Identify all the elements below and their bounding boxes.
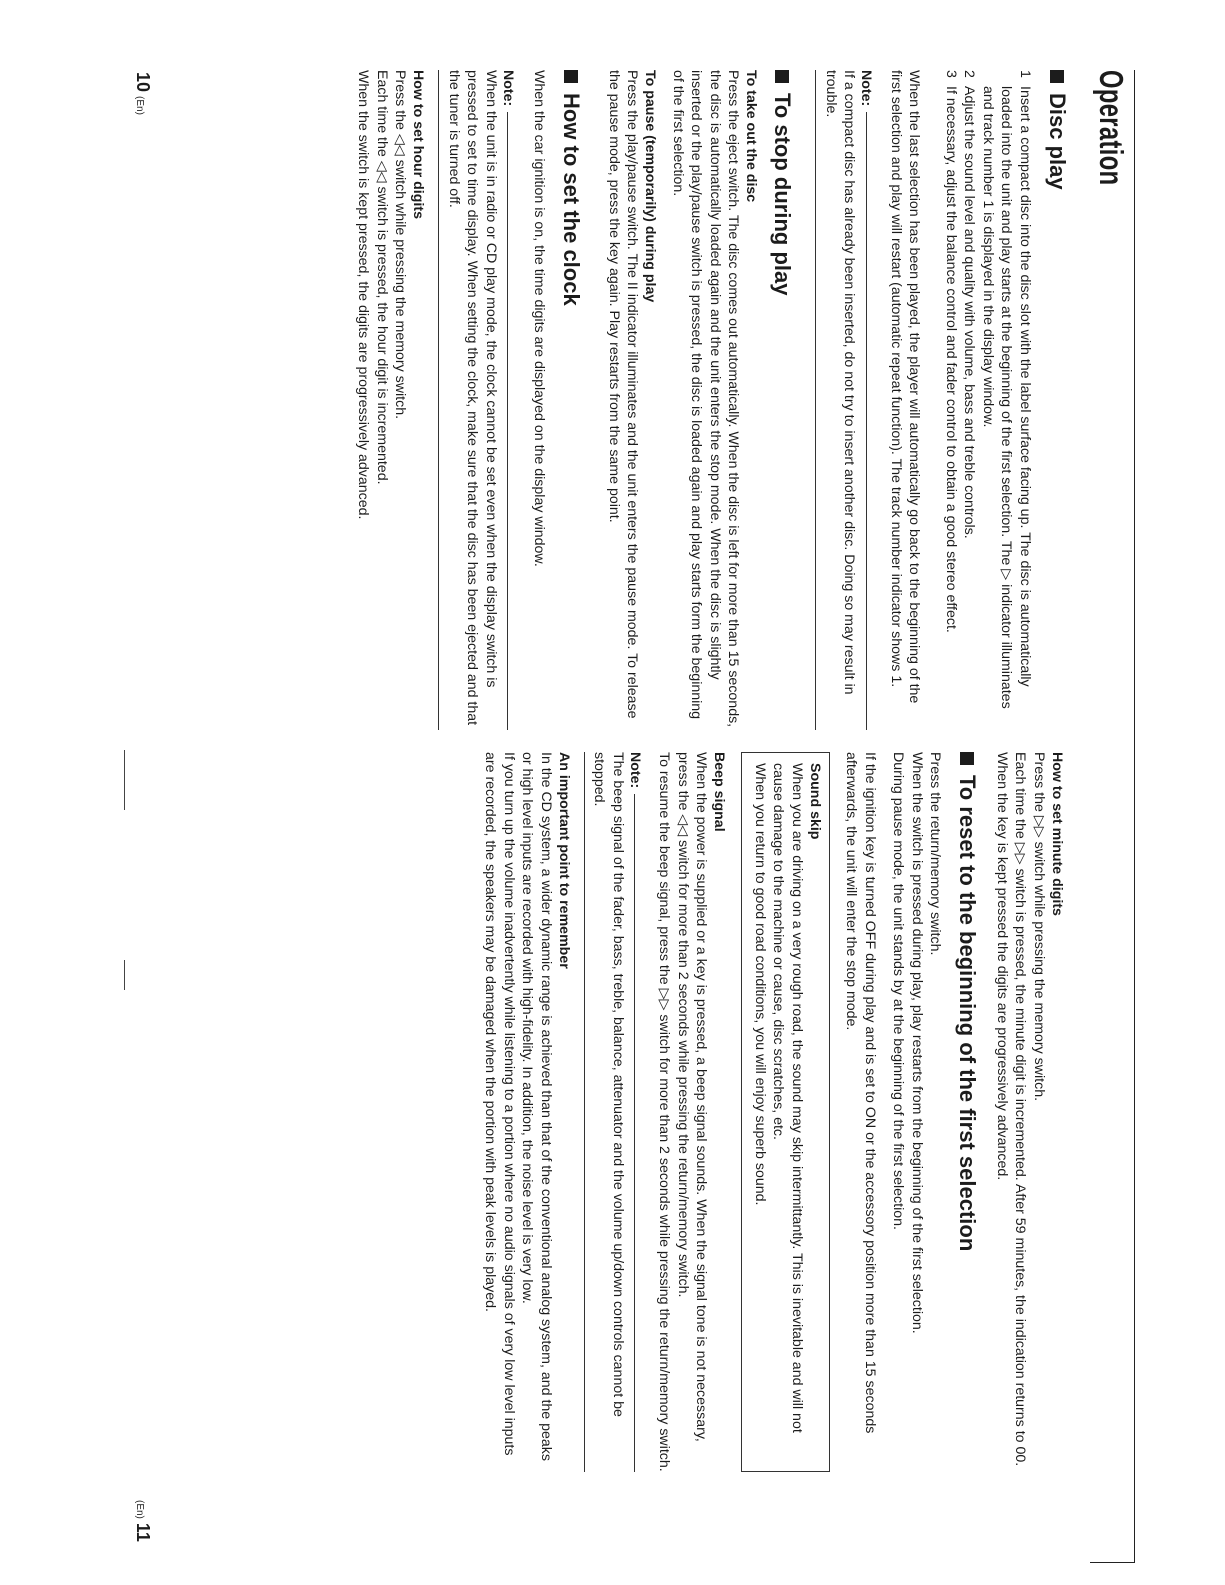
clock-note xyxy=(439,70,517,730)
takeout-subheading: To take out the disc xyxy=(743,70,760,203)
page-number-right: (En)11 xyxy=(133,1500,153,1542)
clock-heading: How to set the clock xyxy=(559,70,585,730)
divider xyxy=(124,960,125,990)
minute-line: Each time the ▷▷ switch is pressed, the minute digit is incremented. After 59 minutes, the indication returns to 00. When the key is kept pressed the digits are progressively advanced. xyxy=(994,752,1029,1467)
square-bullet-icon xyxy=(961,752,975,765)
pause-text: Press the play/pause switch. The II indicator illuminates and the unit enters the pause mode. To release the pause mode, press the key again. Play restarts from the same point. xyxy=(606,70,641,719)
ignition-paragraph: If the ignition key is turned OFF during play and is set to ON or the accessory position more than 15 seconds afterwards, the unit will enter the stop mode. xyxy=(843,752,878,1434)
hour-line: Each time the ◁◁ switch is pressed, the hour digit is incremented. xyxy=(374,70,390,485)
minute-subheading: How to set minute digits xyxy=(1049,752,1065,916)
note-label: Note: xyxy=(627,752,643,789)
note-label: Note: xyxy=(858,70,875,107)
note-text: When the unit is in radio or CD play mode, the clock cannot be set even when the display switch is pressed to set to time display. When setting the clock, make sure that the disc has been ejected and that the tuner is turned off. xyxy=(446,70,499,726)
disc-play-heading: Disc play xyxy=(1044,70,1070,730)
important-text: If you turn up the volume inadvertently while listening to a portion where no audio signals of very low level inputs are recorded, the speakers may be damaged when the portion with peak levels is played. xyxy=(482,752,517,1456)
square-bullet-icon xyxy=(565,70,579,83)
skip-text: When you return to good road conditions, you will enjoy superb sound. xyxy=(752,763,768,1206)
list-item: 2 Adjust the sound level and quality with volume, bass and treble controls. xyxy=(961,70,978,539)
takeout-text: Press the eject switch. The disc comes out automatically. When the disc is left for more than 15 seconds, the disc is automatically loaded again and the unit enters the stop mode. When the disc is slightly inserted or the play/pause switch is pressed, the disc is loaded again and play starts form the beginning of the first selection. xyxy=(670,70,742,728)
beep-text: When the power is supplied or a key is pressed, a beep signal sounds. When the signal tone is not necessary, press the ◁◁ switch for more than 2 seconds while pressing the return/memory switch. xyxy=(675,752,710,1442)
beep-note xyxy=(584,752,643,1472)
note-text: If a compact disc has already been inserted, do not try to insert another disc. Doing so may result in trouble. xyxy=(823,70,858,695)
reset-line: During pause mode, the unit stands by at the beginning of the first selection. xyxy=(890,752,907,1230)
list-item: 1 Insert a compact disc into the disc slot with the label surface facing up. The disc is automatically loaded into the unit and play starts at the beginning of the first selection. The ▷ indicator illuminates and track number 1 is displayed in the display window. xyxy=(980,70,1033,709)
title-frame xyxy=(1090,70,1135,1563)
page-number-left: 10(En) xyxy=(133,72,153,115)
section-minute xyxy=(993,752,1066,1472)
minute-line: Press the ▷▷ switch while pressing the memory switch. xyxy=(1031,752,1047,1102)
disc-play-note xyxy=(816,70,875,730)
page-title: Operation xyxy=(1093,70,1130,186)
note-label: Note: xyxy=(500,70,516,107)
left-page xyxy=(334,70,1070,730)
hour-line: Press the ◁◁ switch while pressing the memory switch. xyxy=(392,70,409,420)
skip-text: When you are driving on a very rough road, the sound may skip intermittantly. This is inevitable and will not cause damage to the machine or cause, disc scratches, etc. xyxy=(770,763,805,1433)
list-item: 3 If necessary, adjust the balance control and fader control to obtain a good stereo effect. xyxy=(943,70,959,633)
skip-subheading: Sound skip xyxy=(807,763,823,840)
stop-play-heading: To stop during play xyxy=(770,70,796,730)
disc-play-steps xyxy=(942,70,1035,730)
square-bullet-icon xyxy=(1050,70,1064,83)
divider xyxy=(124,750,125,810)
beep-subheading: Beep signal xyxy=(711,752,728,832)
repeat-paragraph: When the last selection has been played, the player will automatically go back to the beginning of the first selection and play will restart (automatic repeat function). The track number indicator shows 1. xyxy=(888,70,923,704)
right-page xyxy=(469,752,1065,1472)
note-text: The beep signal of the fader, bass, treble, balance, attenuator and the volume up/down controls cannot be stopped. xyxy=(591,752,626,1417)
reset-line: When the switch is pressed during play, play restarts from the beginning of the first selection. xyxy=(909,752,925,1334)
clock-intro: When the car ignition is on, the time digits are displayed on the display window. xyxy=(531,70,548,567)
square-bullet-icon xyxy=(776,70,790,83)
reset-line: Press the return/memory switch. xyxy=(927,752,944,956)
hour-subheading: How to set hour digits xyxy=(410,70,427,219)
section-clock xyxy=(354,70,585,730)
hour-line: When the switch is kept pressed, the digits are progressively advanced. xyxy=(355,70,372,520)
important-text: In the CD system, a wider dynamic range is achieved than that of the conventional analog system, and the peaks or high level inputs are recorded with high-fidelity. In addition, the noise level is very low. xyxy=(519,752,554,1461)
beep-text: To resume the beep signal, press the ▷▷ switch for more than 2 seconds while pressing the return/memory switch. xyxy=(656,752,673,1472)
important-subheading: An important point to remember xyxy=(556,752,572,969)
reset-heading: To reset to the beginning of the first selection xyxy=(955,752,981,1472)
sound-skip-box xyxy=(742,752,831,1472)
section-beep xyxy=(655,752,728,1472)
section-stop-play xyxy=(605,70,796,730)
section-important xyxy=(481,752,572,1472)
pause-subheading: To pause (temporarily) during play xyxy=(642,70,659,303)
section-disc-play xyxy=(816,70,1071,730)
section-reset xyxy=(842,752,981,1472)
